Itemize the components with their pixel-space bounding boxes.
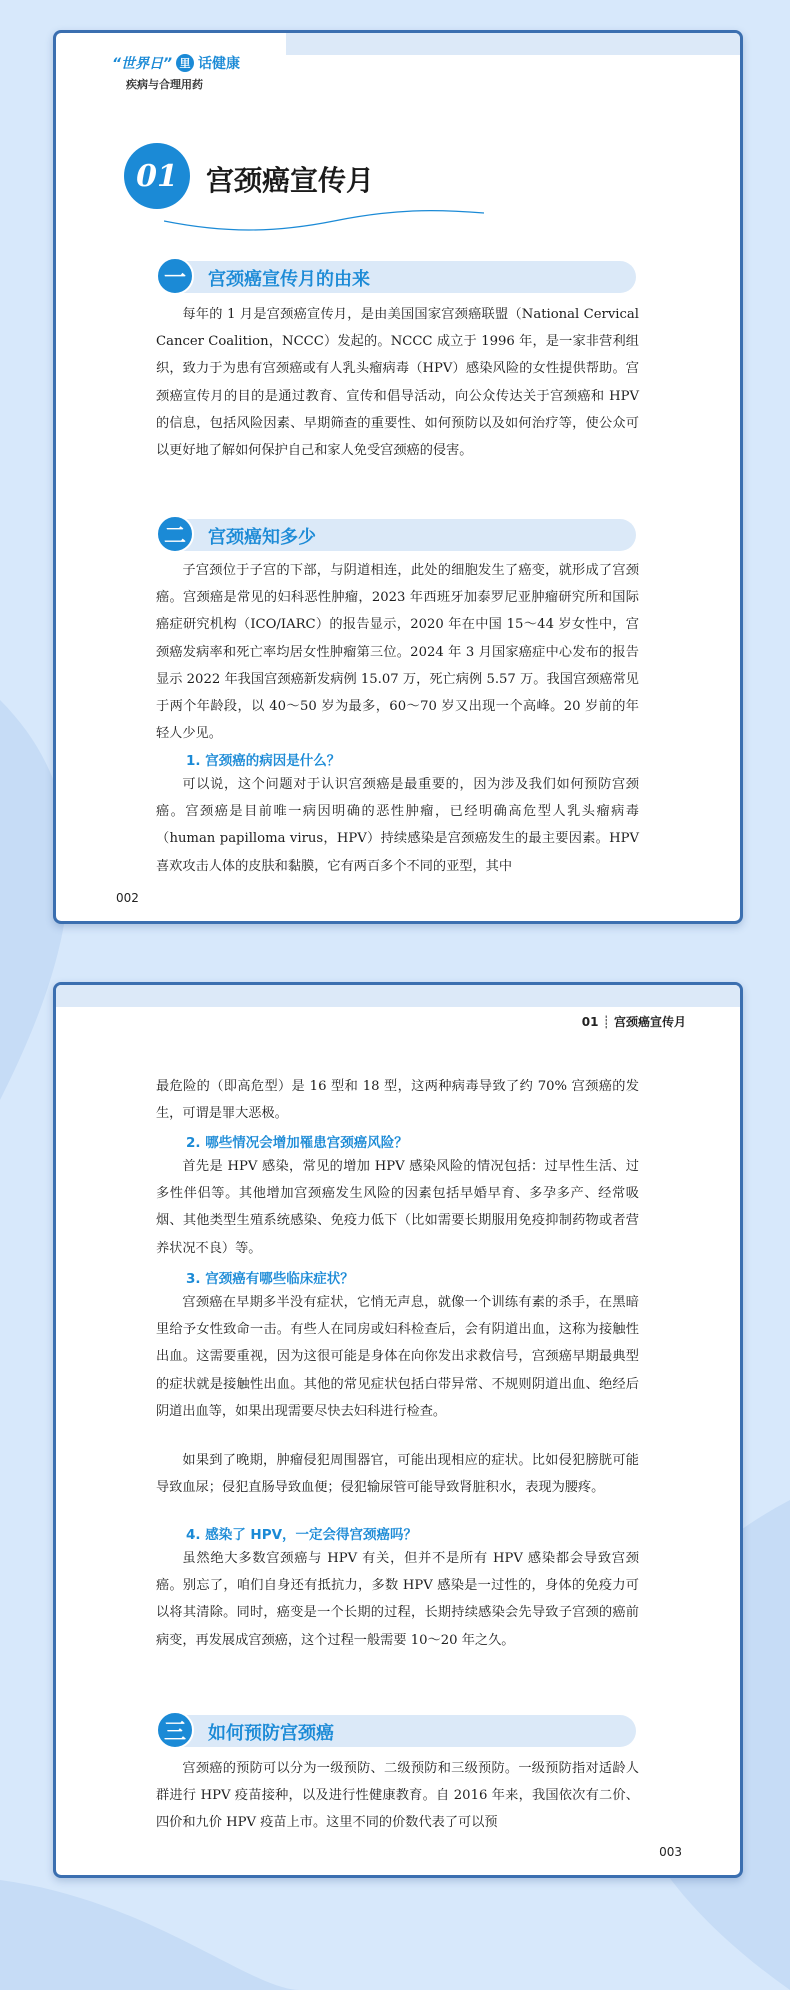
section-marker: 三 [156, 1711, 194, 1749]
book-subtitle: 疾病与合理用药 [126, 78, 203, 91]
subheading-1-paragraph: 可以说，这个问题对于认识宫颈癌是最重要的，因为涉及我们如何预防宫颈癌。宫颈癌是目前唯一病因明确的恶性肿瘤，已经明确高危型人乳头瘤病毒（human papilloma virus，HPV）持续感染是宫颈癌发生的最主要因素。HPV 喜欢攻击人体的皮肤和黏膜，它有两百多个不同的亚型，其中 [156, 777, 639, 874]
subheading-3-paragraph-2: 如果到了晚期，肿瘤侵犯周围器官，可能出现相应的症状。比如侵犯膀胱可能导致血尿；侵犯直肠导致血便；侵犯输尿管可能导致肾脏积水，表现为腰疼。 [156, 1453, 639, 1496]
subheading-4: 4. 感染了 HPV，一定会得宫颈癌吗？ [186, 1527, 418, 1543]
subheading-3: 3. 宫颈癌有哪些临床症状？ [186, 1271, 354, 1287]
page-003 [53, 982, 743, 1878]
section-heading-3 [158, 1715, 636, 1747]
page-number: 003 [659, 1845, 682, 1859]
page-number: 002 [116, 891, 139, 905]
section-marker: 二 [156, 515, 194, 553]
section-title: 宫颈癌知多少 [208, 527, 316, 548]
subheading-2: 2. 哪些情况会增加罹患宫颈癌风险？ [186, 1135, 408, 1151]
subheading-1: 1. 宫颈癌的病因是什么？ [186, 753, 341, 769]
brand-mark-icon: 里 [176, 54, 194, 72]
chapter-title: 宫颈癌宣传月 [206, 164, 375, 197]
continued-paragraph: 最危险的（即高危型）是 16 型和 18 型，这两种病毒导致了约 70% 宫颈癌的发生，可谓是罪大恶极。 [156, 1079, 639, 1122]
top-band [286, 33, 740, 55]
subheading-4-paragraph: 虽然绝大多数宫颈癌与 HPV 有关，但并不是所有 HPV 感染都会导致宫颈癌。别忘了，咱们自身还有抵抗力，多数 HPV 感染是一过性的，身体的免疫力可以将其清除。同时，癌变是一个长期的过程，长期持续感染会先导致子宫颈的癌前病变，再发展成宫颈癌，这个过程一般需要 10～20 年之久。 [156, 1551, 639, 1648]
brand-part1: “世界日” [112, 56, 173, 72]
section-marker: 一 [156, 257, 194, 295]
top-band [56, 985, 740, 1007]
brand-part2: 话健康 [198, 56, 241, 72]
book-logo [112, 53, 240, 92]
page-002 [53, 30, 743, 924]
section-3-paragraph: 宫颈癌的预防可以分为一级预防、二级预防和三级预防。一级预防指对适龄人群进行 HPV 疫苗接种，以及进行性健康教育。自 2016 年来，我国依次有二价、四价和九价 HPV 疫苗上市。这里不同的价数代表了可以预 [156, 1761, 639, 1831]
subheading-3-paragraph-1: 宫颈癌在早期多半没有症状，它悄无声息，就像一个训练有素的杀手，在黑暗里给予女性致命一击。有些人在同房或妇科检查后，会有阴道出血，这称为接触性出血。这需要重视，因为这很可能是身体在向你发出求救信号，宫颈癌早期最典型的症状就是接触性出血。其他的常见症状包括白带异常、不规则阴道出血、绝经后阴道出血等，如果出现需要尽快去妇科进行检查。 [156, 1295, 639, 1419]
section-heading-2 [158, 519, 636, 551]
section-heading-1 [158, 261, 636, 293]
running-head: 01 ┊ 宫颈癌宣传月 [581, 1015, 686, 1029]
subheading-2-paragraph: 首先是 HPV 感染，常见的增加 HPV 感染风险的情况包括：过早性生活、过多性伴侣等。其他增加宫颈癌发生风险的因素包括早婚早育、多孕多产、经常吸烟、其他类型生殖系统感染、免疫力低下（比如需要长期服用免疫抑制药物或者营养状况不良）等。 [156, 1159, 639, 1256]
chapter-heading [124, 143, 544, 253]
section-title: 如何预防宫颈癌 [208, 1723, 334, 1744]
section-2-paragraph: 子宫颈位于子宫的下部，与阴道相连，此处的细胞发生了癌变，就形成了宫颈癌。宫颈癌是常见的妇科恶性肿瘤，2023 年西班牙加泰罗尼亚肿瘤研究所和国际癌症研究机构（ICO/IARC）的报告显示，2020 年在中国 15～44 岁女性中，宫颈癌发病率和死亡率均居女性肿瘤第三位。2024 年 3 月国家癌症中心发布的报告显示 2022 年我国宫颈癌新发病例 15.07 万，死亡病例 5.57 万。我国宫颈癌常见于两个年龄段，以 40～50 岁为最多，60～70 岁又出现一个高峰。20 岁前的年轻人少见。 [156, 563, 639, 742]
section-title: 宫颈癌宣传月的由来 [208, 269, 370, 290]
chapter-number: 01 [124, 143, 190, 209]
wave-decoration-icon [164, 203, 484, 233]
section-1-paragraph: 每年的 1 月是宫颈癌宣传月，是由美国国家宫颈癌联盟（National Cervical Cancer Coalition，NCCC）发起的。NCCC 成立于 1996 年，是一家非营利组织，致力于为患有宫颈癌或有人乳头瘤病毒（HPV）感染风险的女性提供帮助。宫颈癌宣传月的目的是通过教育、宣传和倡导活动，向公众传达关于宫颈癌和 HPV 的信息，包括风险因素、早期筛查的重要性、如何预防以及如何治疗等，使公众可以更好地了解如何保护自己和家人免受宫颈癌的侵害。 [156, 307, 639, 459]
